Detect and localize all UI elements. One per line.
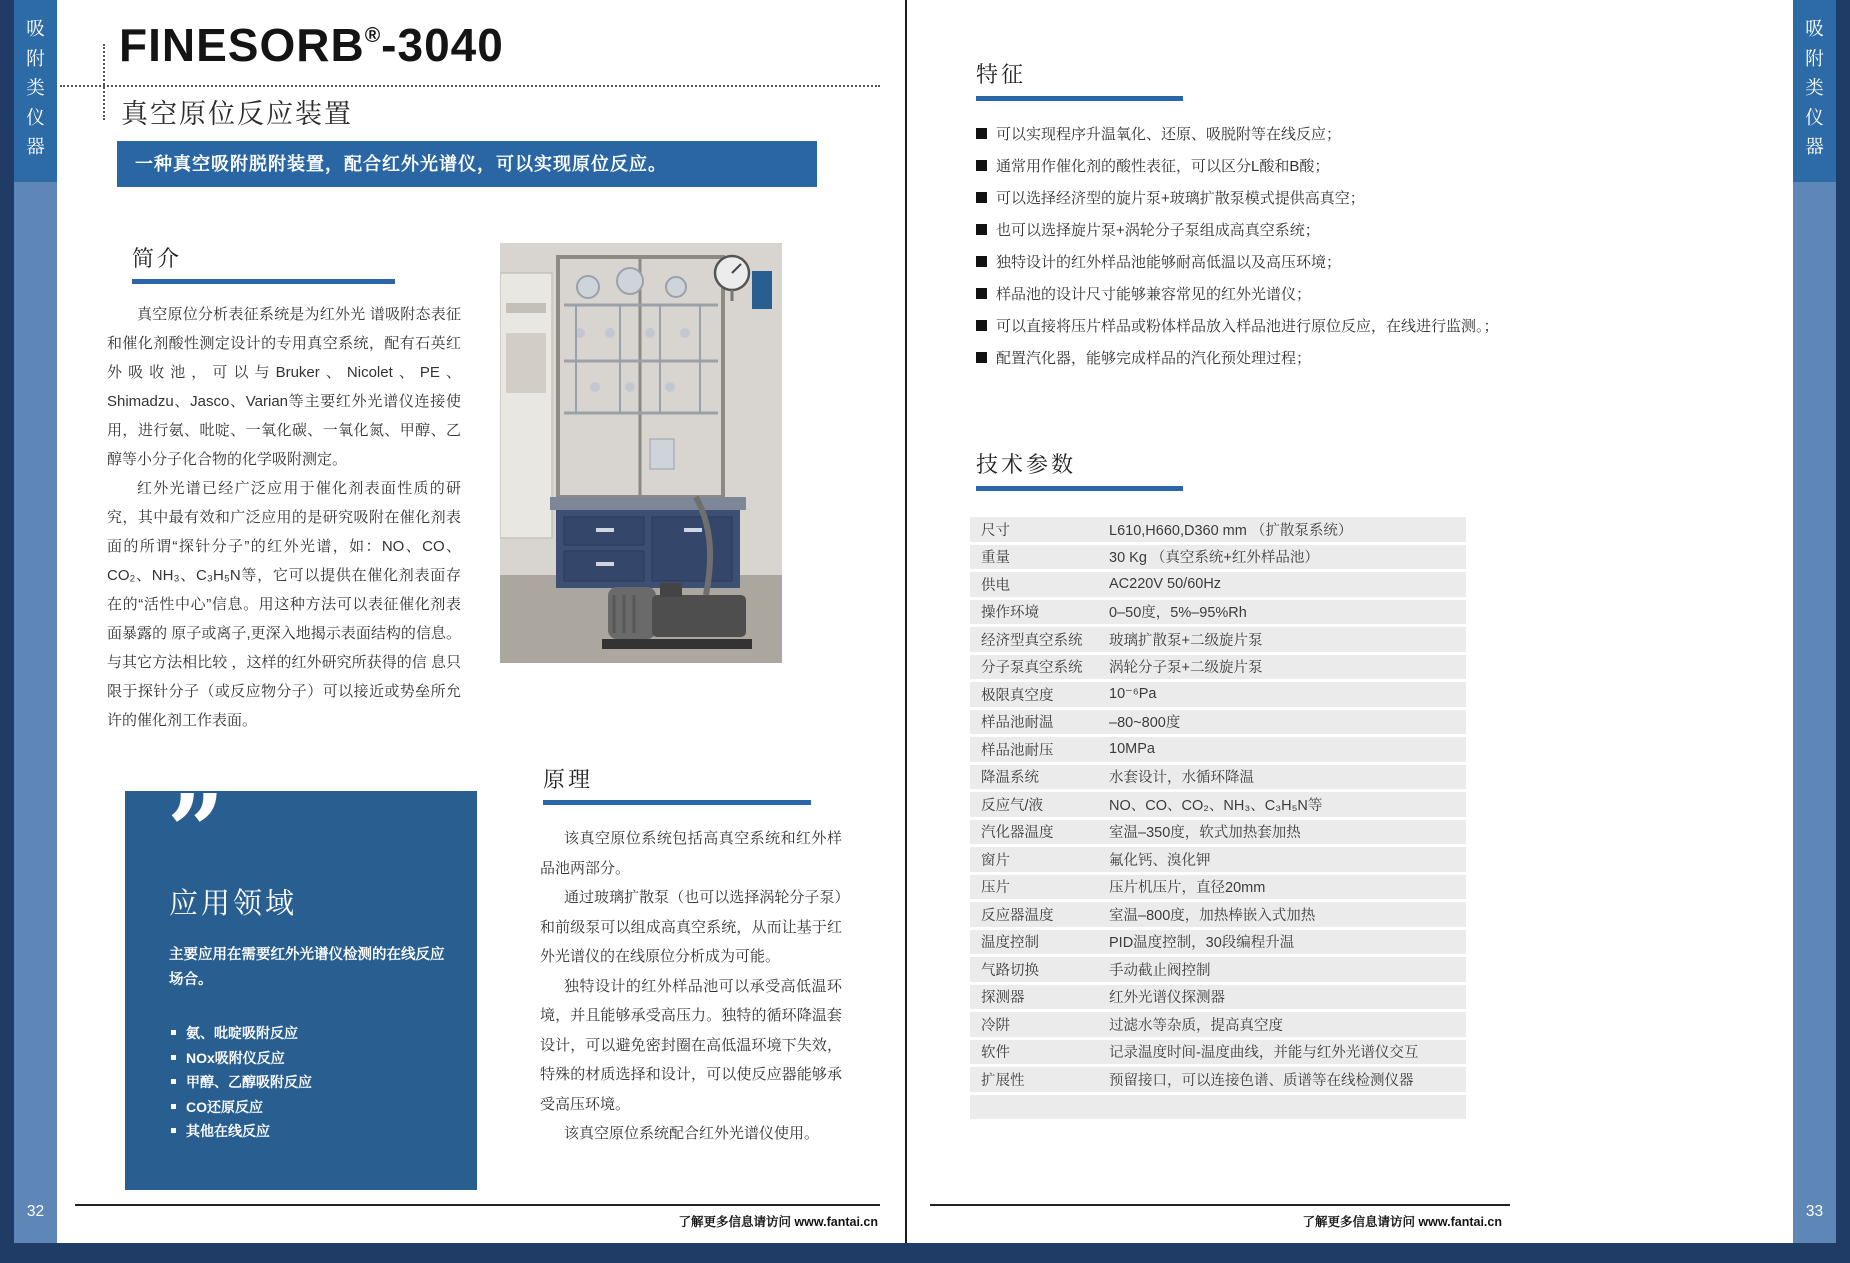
spec-value: 红外光谱仪探测器 xyxy=(1109,990,1225,1007)
bullet-square-icon xyxy=(976,160,987,171)
spec-value: –80~800度 xyxy=(1109,715,1181,732)
application-list-item xyxy=(171,1070,312,1095)
spec-row xyxy=(970,875,1466,900)
spec-label: 气路切换 xyxy=(981,962,1039,979)
features-list xyxy=(976,124,1499,380)
quote-icon: ” xyxy=(167,772,225,890)
bullet-square-icon xyxy=(976,192,987,203)
spec-row xyxy=(970,985,1466,1010)
principle-text xyxy=(540,824,842,1149)
left-navy-strip xyxy=(0,0,14,1263)
bullet-dot-icon xyxy=(171,1055,176,1060)
specs-table xyxy=(970,517,1466,1122)
feature-item xyxy=(976,316,1499,338)
left-blue-column xyxy=(14,0,57,1243)
feature-item-label: 样品池的设计尺寸能够兼容常见的红外光谱仪； xyxy=(996,286,1312,303)
right-blue-column xyxy=(1793,0,1836,1243)
feature-item xyxy=(976,124,1499,146)
footer-rule-left xyxy=(75,1204,880,1206)
product-photo xyxy=(500,243,782,663)
intro-heading: 简介 xyxy=(132,246,183,271)
intro-paragraph-2: 红外光谱已经广泛应用于催化剂表面性质的研究，其中最有效和广泛应用的是研究吸附在催化剂表面的所谓“探针分子”的红外光谱，如：NO、CO、CO₂、NH₃、C₃H₅N等，它可以提供在催化剂表面存在的“活性中心”信息。用这种方法可以表征催化剂表面暴露的 原子或离子,更深入地揭示表面结构的信息。与其它方法相比较 ，这样的红外研究所获得的信 息只限于探针分子（或反应物分子）可以接近或势垒所允许的催化剂工作表面。 xyxy=(107,480,461,729)
feature-item-label: 配置汽化器，能够完成样品的汽化预处理过程； xyxy=(996,350,1312,367)
bottom-navy-bar xyxy=(0,1243,1850,1263)
principle-paragraph-3: 独特设计的红外样品池可以承受高低温环境，并且能够承受高压力。独特的循环降温套设计，可以避免密封圈在高低温环境下失效，特殊的材质选择和设计，可以使反应器能够承受高压环境。 xyxy=(540,977,842,1113)
feature-item-label: 可以选择经济型的旋片泵+玻璃扩散泵模式提供高真空； xyxy=(996,190,1365,207)
footer-note-right: 了解更多信息请访问 www.fantai.cn xyxy=(1302,1215,1502,1229)
principle-heading-underline xyxy=(543,800,811,805)
spec-value: 30 Kg （真空系统+红外样品池） xyxy=(1109,550,1319,567)
spec-label: 温度控制 xyxy=(981,935,1039,952)
bullet-square-icon xyxy=(976,352,987,363)
spec-value: 手动截止阀控制 xyxy=(1109,962,1211,979)
application-list xyxy=(171,1021,312,1144)
application-list-item xyxy=(171,1095,312,1120)
spec-value: 水套设计，水循环降温 xyxy=(1109,770,1254,787)
footer-note-left: 了解更多信息请访问 www.fantai.cn xyxy=(678,1215,878,1229)
spec-value: 10MPa xyxy=(1109,741,1155,758)
page-divider xyxy=(905,0,907,1243)
feature-item-label: 也可以选择旋片泵+涡轮分子泵组成高真空系统； xyxy=(996,222,1320,239)
application-heading: 应用领域 xyxy=(169,888,298,920)
spec-value: 0–50度，5%–95%Rh xyxy=(1109,605,1247,622)
feature-item xyxy=(976,348,1499,370)
title-dotted-horizontal-rule xyxy=(60,85,880,87)
application-item-label: 氨、吡啶吸附反应 xyxy=(186,1025,298,1041)
bullet-square-icon xyxy=(976,128,987,139)
spec-value: 过滤水等杂质，提高真空度 xyxy=(1109,1017,1283,1034)
category-tab-right-label: 吸附类仪器 xyxy=(1805,18,1824,157)
feature-item xyxy=(976,188,1499,210)
right-navy-strip xyxy=(1836,0,1850,1263)
features-heading: 特征 xyxy=(976,62,1027,87)
bench-cabinet xyxy=(550,497,746,588)
footer-rule-right xyxy=(930,1204,1510,1206)
bullet-dot-icon xyxy=(171,1104,176,1109)
category-tab-left xyxy=(14,0,57,182)
feature-item-label: 独特设计的红外样品池能够耐高低温以及高压环境； xyxy=(996,254,1342,271)
spec-row xyxy=(970,792,1466,817)
spec-value: 预留接口，可以连接色谱、质谱等在线检测仪器 xyxy=(1109,1072,1414,1089)
spec-value: PID温度控制，30段编程升温 xyxy=(1109,935,1295,952)
principle-heading: 原理 xyxy=(543,767,594,792)
specs-heading-underline xyxy=(976,486,1183,491)
feature-item xyxy=(976,156,1499,178)
spec-row xyxy=(970,1067,1466,1092)
spec-label: 降温系统 xyxy=(981,770,1039,787)
spec-label: 汽化器温度 xyxy=(981,825,1054,842)
spec-label: 反应气/液 xyxy=(981,797,1044,814)
principle-paragraph-2: 通过玻璃扩散泵（也可以选择涡轮分子泵）和前级泵可以组成高真空系统，从而让基于红外光谱仪的在线原位分析成为可能。 xyxy=(540,889,842,965)
spec-label: 尺寸 xyxy=(981,522,1010,539)
spec-label: 极限真空度 xyxy=(981,687,1054,704)
bullet-dot-icon xyxy=(171,1030,176,1035)
bullet-dot-icon xyxy=(171,1128,176,1133)
spec-row xyxy=(970,902,1466,927)
application-item-label: 其他在线反应 xyxy=(186,1123,270,1139)
spec-value: 记录温度时间-温度曲线，并能与红外光谱仪交互 xyxy=(1109,1045,1419,1062)
spec-row xyxy=(970,820,1466,845)
application-box xyxy=(125,772,477,1190)
page-number-left: 32 xyxy=(26,1203,45,1220)
product-subtitle: 真空原位反应装置 xyxy=(121,99,353,129)
product-title-model: -3040 xyxy=(381,19,504,71)
product-title-main: FINESORB xyxy=(119,19,365,71)
principle-paragraph-1: 该真空原位系统包括高真空系统和红外样品池两部分。 xyxy=(540,830,842,877)
intro-heading-underline xyxy=(132,279,395,284)
application-item-label: 甲醇、乙醇吸附反应 xyxy=(186,1074,312,1090)
spec-value: 压片机压片，直径20mm xyxy=(1109,880,1266,897)
feature-item-label: 可以实现程序升温氧化、还原、吸脱附等在线反应； xyxy=(996,126,1342,143)
spec-value: 室温–350度，软式加热套加热 xyxy=(1109,825,1301,842)
spec-label: 软件 xyxy=(981,1045,1010,1062)
spec-row xyxy=(970,682,1466,707)
feature-item-label: 可以直接将压片样品或粉体样品放入样品池进行原位反应，在线进行监测。； xyxy=(996,318,1499,335)
spec-label: 样品池耐温 xyxy=(981,715,1054,732)
spec-row xyxy=(970,737,1466,762)
application-list-item xyxy=(171,1021,312,1046)
bullet-square-icon xyxy=(976,224,987,235)
spec-row xyxy=(970,627,1466,652)
spec-label: 重量 xyxy=(981,550,1010,567)
spec-row xyxy=(970,572,1466,597)
features-heading-underline xyxy=(976,96,1183,101)
application-lead: 主要应用在需要红外光谱仪检测的在线反应场合。 xyxy=(169,947,445,988)
wall-blue-box xyxy=(752,271,772,309)
spec-label: 反应器温度 xyxy=(981,907,1054,924)
spec-row xyxy=(970,1012,1466,1037)
intro-text xyxy=(107,300,461,735)
page-number-right: 33 xyxy=(1805,1203,1824,1220)
spec-value: AC220V 50/60Hz xyxy=(1109,576,1222,593)
application-list-item xyxy=(171,1119,312,1144)
spec-value: NO、CO、CO₂、NH₃、C₃H₅N等 xyxy=(1109,797,1323,814)
feature-item-label: 通常用作催化剂的酸性表征，可以区分L酸和B酸； xyxy=(996,158,1330,175)
bullet-dot-icon xyxy=(171,1079,176,1084)
spec-value: L610,H660,D360 mm （扩散泵系统） xyxy=(1109,522,1353,539)
spec-value: 玻璃扩散泵+二级旋片泵 xyxy=(1109,632,1263,649)
spec-row xyxy=(970,655,1466,680)
feature-item xyxy=(976,284,1499,306)
category-tab-right xyxy=(1793,0,1836,182)
spec-row xyxy=(970,1095,1466,1120)
category-tab-left-label: 吸附类仪器 xyxy=(26,18,45,157)
spec-row xyxy=(970,545,1466,570)
spec-label: 供电 xyxy=(981,577,1010,594)
spec-row xyxy=(970,600,1466,625)
spec-label: 操作环境 xyxy=(981,605,1039,622)
spec-value: 氟化钙、溴化钾 xyxy=(1109,852,1211,869)
spec-label: 窗片 xyxy=(981,852,1010,869)
product-title xyxy=(119,18,504,72)
title-dotted-vertical-rule xyxy=(103,44,105,120)
intro-paragraph-1: 真空原位分析表征系统是为红外光 谱吸附态表征和催化剂酸性测定设计的专用真空系统，配有石英红外吸收池，可以与Bruker、Nicolet、PE、Shimadzu、Jasco、Varian等主要红外光谱仪连接使用，进行氨、吡啶、一氧化碳、一氧化氮、甲醇、乙醇等小分子化合物的化学吸附测定。 xyxy=(107,306,461,468)
specs-heading: 技术参数 xyxy=(976,452,1077,477)
spec-row xyxy=(970,765,1466,790)
spec-label: 经济型真空系统 xyxy=(981,632,1083,649)
spec-label: 样品池耐压 xyxy=(981,742,1054,759)
spec-value: 室温–800度，加热棒嵌入式加热 xyxy=(1109,907,1316,924)
registered-trademark-icon: ® xyxy=(364,24,382,47)
background-instrument xyxy=(500,273,552,538)
spec-row xyxy=(970,847,1466,872)
application-item-label: NOx吸附仪反应 xyxy=(186,1049,285,1066)
bullet-square-icon xyxy=(976,320,987,331)
spec-label: 压片 xyxy=(981,880,1010,897)
spec-row xyxy=(970,710,1466,735)
spec-value: 10⁻⁶Pa xyxy=(1109,686,1157,703)
spec-row xyxy=(970,930,1466,955)
bullet-square-icon xyxy=(976,288,987,299)
spec-label: 冷阱 xyxy=(981,1017,1010,1034)
spec-label: 探测器 xyxy=(981,990,1025,1007)
spec-label: 扩展性 xyxy=(981,1072,1025,1089)
application-list-item xyxy=(171,1046,312,1071)
spec-value: 涡轮分子泵+二级旋片泵 xyxy=(1109,660,1263,677)
feature-item xyxy=(976,220,1499,242)
feature-item xyxy=(976,252,1499,274)
spec-row xyxy=(970,1040,1466,1065)
principle-paragraph-4: 该真空原位系统配合红外光谱仪使用。 xyxy=(564,1125,820,1142)
spec-row xyxy=(970,517,1466,542)
bullet-square-icon xyxy=(976,256,987,267)
spec-label: 分子泵真空系统 xyxy=(981,660,1083,677)
product-tagline-banner: 一种真空吸附脱附装置，配合红外光谱仪，可以实现原位反应。 xyxy=(117,141,817,187)
spec-row xyxy=(970,957,1466,982)
application-item-label: CO还原反应 xyxy=(186,1098,263,1115)
